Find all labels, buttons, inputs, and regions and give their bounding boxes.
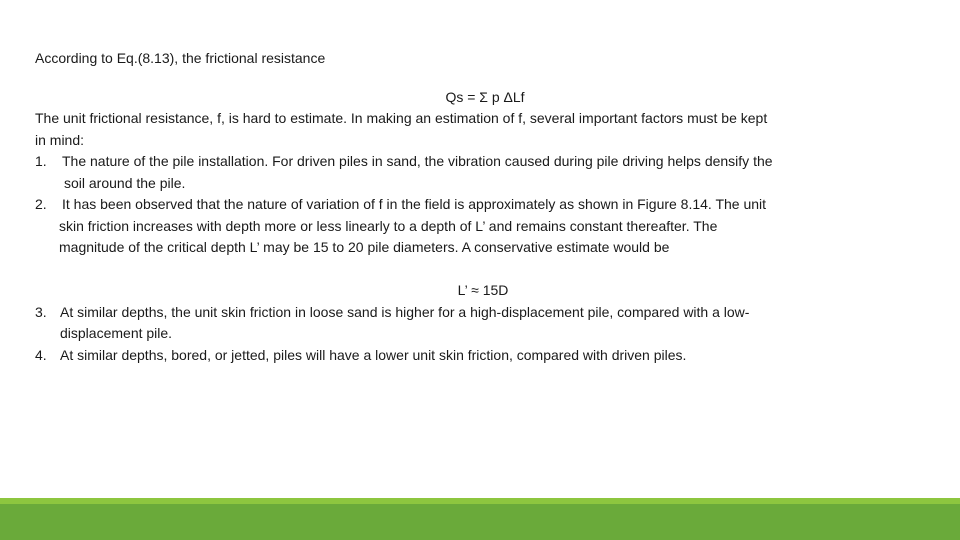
list-item-text: It has been observed that the nature of variation of f in the field is approximately as shown in Figure 8.14. The unit <box>62 196 767 212</box>
list-item <box>35 345 915 367</box>
list-item <box>35 151 915 194</box>
slide-content <box>35 48 915 366</box>
list-item-text: At similar depths, the unit skin friction in loose sand is higher for a high-displacement pile, compared with a low- <box>60 303 750 320</box>
list-item-text: displacement pile. <box>60 325 173 341</box>
list-item-text: skin friction increases with depth more or less linearly to a depth of L’ and remains constant thereafter. The <box>59 217 718 234</box>
list-item-text: The nature of the pile installation. For driven piles in sand, the vibration caused during pile driving helps densify the <box>62 153 773 169</box>
list-item-text: magnitude of the critical depth L’ may be 15 to 20 pile diameters. A conservative estimate would be <box>59 239 670 255</box>
list-item <box>35 194 915 259</box>
paragraph-line: in mind: <box>35 131 85 148</box>
list-number: 2. <box>35 196 47 212</box>
factor-list-continued <box>35 302 915 367</box>
paragraph-line: The unit frictional resistance, f, is hard to estimate. In making an estimation of f, several important factors must be kept <box>35 110 768 126</box>
list-item-text: At similar depths, bored, or jetted, piles will have a lower unit skin friction, compared with driven piles. <box>60 346 687 363</box>
spacer <box>35 259 915 281</box>
list-number: 1. <box>35 153 47 169</box>
intro-text: According to Eq.(8.13), the frictional resistance <box>35 50 326 66</box>
factor-list <box>35 151 915 259</box>
equation-qs: Qs = Σ p ΔLf <box>445 88 525 105</box>
list-number: 4. <box>35 346 47 363</box>
list-number: 3. <box>35 303 47 320</box>
footer-bar <box>0 504 960 540</box>
list-item <box>35 302 915 345</box>
equation-l: L’ ≈ 15D <box>457 282 509 298</box>
list-item-text: soil around the pile. <box>64 174 186 191</box>
